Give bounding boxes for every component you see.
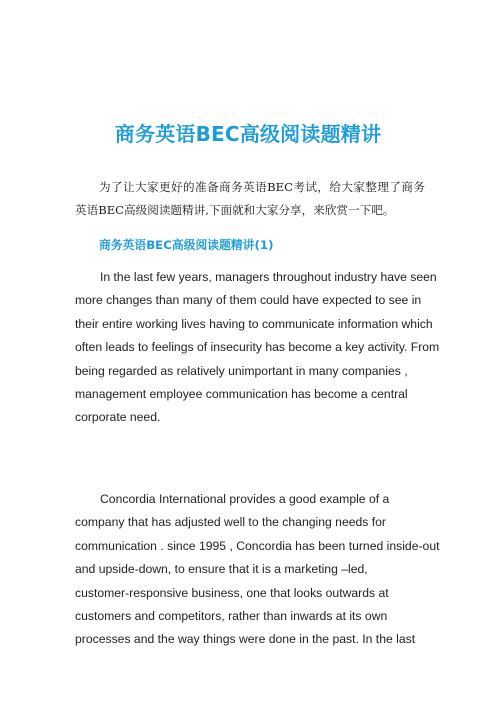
paragraph-line: In the last few years, managers throughout industry have seen [100, 270, 437, 284]
paragraph-line: company that has adjusted well to the changing needs for [75, 515, 386, 530]
paragraph-line: their entire working lives having to communicate information which [75, 316, 433, 331]
paragraph-line: communication . since 1995 , Concordia has been turned inside-out [75, 538, 440, 553]
intro-paragraph: 为了让大家更好的准备商务英语BEC考试，给大家整理了商务英语BEC高级阅读题精讲,下面就和大家分享，来欣赏一下吧。 [75, 180, 425, 217]
paragraph-line: customer-responsive business, one that looks outwards at [75, 585, 389, 600]
paragraph-line: being regarded as relatively unimportant in many companies , [75, 363, 408, 378]
paragraph-line: Concordia International provides a good example of a [100, 492, 390, 506]
body-paragraph-1 [75, 266, 440, 430]
section-heading: 商务英语BEC高级阅读题精讲(1) [99, 238, 274, 252]
paragraph-line: often leads to feelings of insecurity has become a key activity. From [75, 340, 440, 355]
paragraph-line: management employee communication has become a central [75, 387, 408, 402]
paragraph-line: corporate need. [75, 410, 161, 425]
document-title: 商务英语BEC高级阅读题精讲 [114, 122, 382, 147]
paragraph-line: processes and the way things were done in the past. In the last [75, 632, 416, 647]
paragraph-line: customers and competitors, rather than inwards at its own [75, 609, 388, 624]
paragraph-line: and upside-down, to ensure that it is a marketing –led, [75, 562, 368, 577]
paragraph-line: more changes than many of them could have expected to see in [75, 293, 422, 308]
body-paragraph-2 [75, 488, 440, 652]
